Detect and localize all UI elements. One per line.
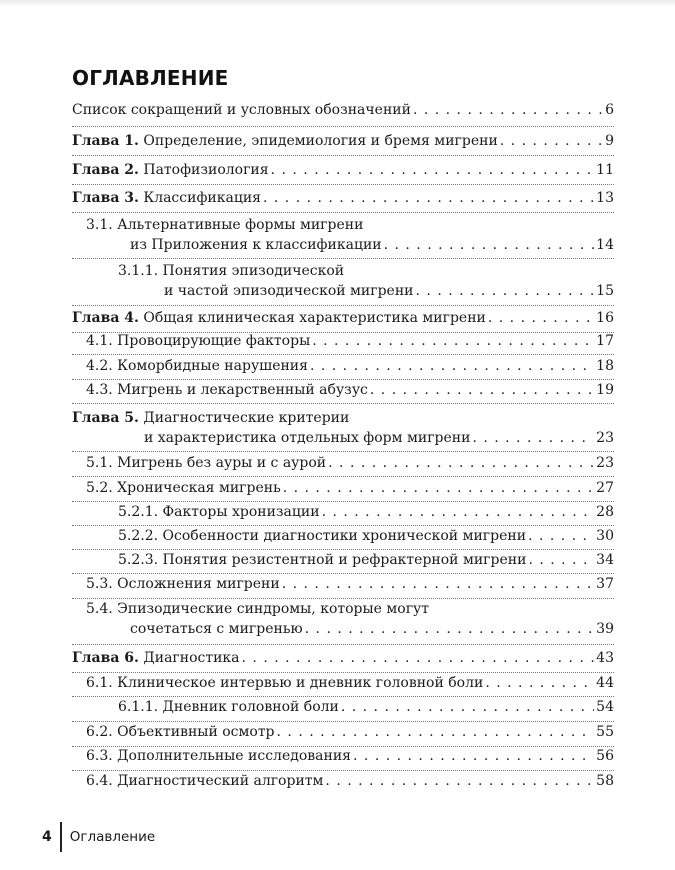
toc-entry-chapter-4[interactable] [72,308,614,328]
toc-page-number: 54 [596,699,614,715]
toc-entry-3-1-1[interactable] [118,261,614,301]
divider [72,354,614,355]
toc-page-number: 11 [596,162,614,178]
toc-entry-chapter-6[interactable] [72,648,614,668]
toc-entry-6-3[interactable] [86,746,614,766]
toc-page-number: 55 [596,724,614,740]
toc-entry-text: 6.4. Диагностический алгоритм [86,773,324,789]
toc-entry-text: 5.2.1. Факторы хронизации [118,504,320,520]
toc-entry-5-4[interactable] [86,599,614,639]
divider [72,212,614,213]
toc-page-number: 23 [596,430,614,446]
toc-page-number: 9 [605,133,614,149]
divider [72,451,614,452]
toc-entry-text: 6.1. Клиническое интервью и дневник головной боли [86,675,484,691]
toc-entry-chapter-1[interactable] [72,131,614,151]
toc-chapter-prefix: Глава 1. [72,133,139,149]
toc-entry-text-line1: 3.1. Альтернативные формы мигрени [86,217,364,233]
toc-entry-6-1[interactable] [86,673,614,693]
toc-chapter-prefix: Глава 5. [72,410,139,426]
toc-entry-text: 4.2. Коморбидные нарушения [86,358,308,374]
toc-entry-text-line1: Диагностические критерии [143,410,350,426]
page-footer [42,822,155,852]
toc-page-number: 27 [596,480,614,496]
toc-page-number: 30 [596,528,614,544]
toc-page-number: 14 [596,237,614,253]
footer-label: Оглавление [69,829,156,845]
toc-chapter-prefix: Глава 6. [72,650,139,666]
toc-entry-chapter-2[interactable] [72,160,614,180]
toc-chapter-prefix: Глава 2. [72,162,139,178]
toc-entry-chapter-5[interactable] [72,408,614,448]
toc-entry-text: Определение, эпидемиология и бремя мигрени [143,133,498,149]
divider [72,126,614,127]
toc-page-number: 23 [596,455,614,471]
toc-page-number: 43 [596,650,614,666]
toc-entry-text-line1: 3.1.1. Понятия эпизодической [118,263,345,279]
toc-entry-text: 4.1. Провоцирующие факторы [86,333,311,349]
toc-page-number: 44 [596,675,614,691]
toc-entry-text: 5.2. Хроническая мигрень [86,480,281,496]
toc-entry-text: 6.1.1. Дневник головной боли [118,699,339,715]
toc-entry-6-1-1[interactable] [118,697,614,717]
toc-entry-text: из Приложения к классификации [130,237,382,253]
divider [72,403,614,404]
toc-entry-text: 6.2. Объективный осмотр [86,724,275,740]
toc-entry-5-2[interactable] [86,478,614,498]
toc-entry-text: Общая клиническая характеристика мигрени [143,310,486,326]
toc-entry-text: Список сокращений и условных обозначений [72,102,411,118]
toc-entry-text: Диагностика [143,650,240,666]
divider [72,476,614,477]
divider [72,155,614,156]
toc-entry-text: 5.3. Осложнения мигрени [86,576,280,592]
toc-entry-text: 6.3. Дополнительные исследования [86,748,352,764]
toc-entry-text: 5.2.3. Понятия резистентной и рефрактерной мигрени [118,552,527,568]
toc-page-number: 39 [596,621,614,637]
toc-entry-text: сочетаться с мигренью [130,621,303,637]
toc-page-number: 13 [596,190,614,206]
toc-entry-text: 5.1. Мигрень без ауры и с аурой [86,455,327,471]
toc-page-number: 56 [596,748,614,764]
toc-entry-4-1[interactable] [86,331,614,351]
toc-page-number: 34 [596,552,614,568]
divider [72,305,614,306]
toc-chapter-prefix: Глава 3. [72,190,139,206]
toc-entry-text-line1: 5.4. Эпизодические синдромы, которые могут [86,601,430,617]
toc-entry-5-3[interactable] [86,574,614,594]
toc-chapter-prefix: Глава 4. [72,310,139,326]
toc-entry-text: и характеристика отдельных форм мигрени [144,430,471,446]
toc-entry-text: и частой эпизодической мигрени [164,283,414,299]
toc-page-number: 17 [596,333,614,349]
page-top-edge [0,0,675,7]
toc-entry-4-2[interactable] [86,356,614,376]
toc-entry-5-2-2[interactable] [118,526,614,546]
divider [72,184,614,185]
toc-entry-text: Патофизиология [143,162,269,178]
toc-page-number: 37 [596,576,614,592]
toc-page-number: 18 [596,358,614,374]
page-title: ОГЛАВЛЕНИЕ [72,66,229,90]
divider [72,258,614,259]
toc-page-number: 58 [596,773,614,789]
toc-page-number: 6 [605,102,614,118]
toc-entry-text: Классификация [143,190,261,206]
toc-entry-5-2-1[interactable] [118,502,614,522]
toc-entry-abbreviations[interactable] [72,100,614,120]
toc-page-number: 15 [596,283,614,299]
toc-entry-5-2-3[interactable] [118,550,614,570]
toc-entry-3-1[interactable] [86,215,614,255]
toc-entry-4-3[interactable] [86,380,614,400]
footer-page-number: 4 [42,829,52,845]
toc-page-number: 28 [596,504,614,520]
toc-entry-6-2[interactable] [86,722,614,742]
toc-entry-text: 5.2.2. Особенности диагностики хронической мигрени [118,528,527,544]
divider [72,644,614,645]
toc-entry-text: 4.3. Мигрень и лекарственный абузус [86,382,368,398]
toc-entry-5-1[interactable] [86,453,614,473]
toc-page-number: 16 [596,310,614,326]
toc-entry-chapter-3[interactable] [72,188,614,208]
toc-entry-6-4[interactable] [86,771,614,791]
footer-divider-bar [60,822,62,852]
toc-page-number: 19 [596,382,614,398]
